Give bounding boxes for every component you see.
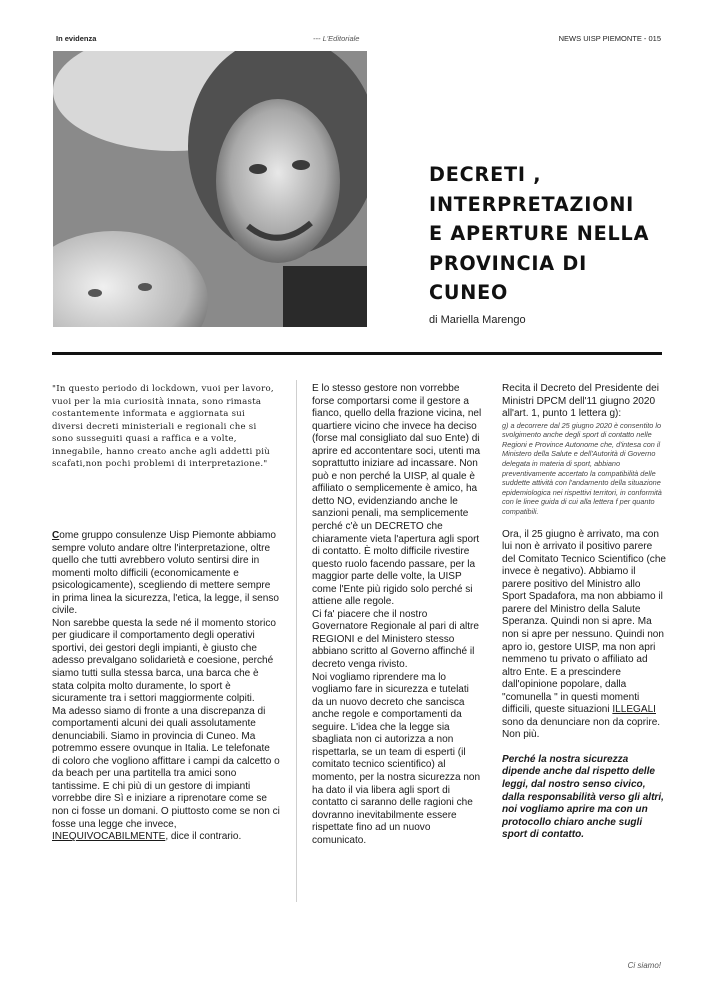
issue-label: NEWS UISP PIEMONTE - 015 xyxy=(558,34,661,43)
paragraph xyxy=(52,530,280,618)
closing-statement: Perché la nostra sicurezza dipende anche dal rispetto delle leggi, dal nostro senso civico, dalla responsabilità verso gli altri, noi vogliamo aprire ma con un protocollo chiaro anche sugli sport di contatto. xyxy=(502,753,664,841)
title-line: INTERPRETAZIONI xyxy=(429,192,635,216)
section-label: In evidenza xyxy=(56,34,97,43)
column-2 xyxy=(312,383,482,847)
title-line: PROVINCIA DI xyxy=(429,251,588,275)
paragraph xyxy=(502,529,666,742)
paragraph-text: Ma adesso siamo di fronte a una discrepanza di comportamenti alcuni dei quali assolutamente denunciabili. Siamo in provincia di Cuneo. Ma potremmo essere ovunque in Italia. Le telefonate di coloro che vogliono affittare i campi da calcetto o da beach per una partitella tra amici sono tantissime. E chi più di un gestore di impianti vorrebbe dire Sì e iniziare a riprenotare come se non ci fosse un domani. O piuttosto come se non ci fosse una legge che invece, xyxy=(52,705,280,830)
paragraph-text: ome gruppo consulenze Uisp Piemonte abbiamo sempre voluto andare oltre l'interpretazione, oltre quello che tutti avrebbero voluto sentirsi dire in momenti molto difficili (economicamente e psicologicamente), scegliendo di mettere sempre in prima linea la sicurezza, l'etica, la legge, il senso civile. xyxy=(52,530,279,617)
paragraph-text: Ora, il 25 giugno è arrivato, ma con lui non è arrivato il positivo parere del Comitato Tecnico Scientifico (che invece è negativo). Abbiamo il parere positivo del Ministro allo Sport Spadafora, ma non abbiamo il parere del Ministro della Salute Speranza. Quindi non si apre. Ma non si apre per nessuno. Quindi non apro io, gestore UISP, ma non apri nemmeno tu privato o affiliato ad altro Ente. E a prescindere dall'opinione popolare, dalla "comunella " in questi momenti difficili, queste situazioni xyxy=(502,528,666,716)
editorial-label: --- L'Editoriale xyxy=(313,34,360,43)
title-line: DECRETI , xyxy=(429,163,542,186)
author-photo xyxy=(53,51,367,327)
paragraph: Noi vogliamo riprendere ma lo vogliamo fare in sicurezza e tutelati da un nuovo decreto che sancisca anche regole e comportamenti da seguire. L'idea che la legge sia sbagliata non ci autorizza a non rispettarla, se un team di esperti (il comitato tecnico scientifico) al momento, per la nostra sicurezza non ha dato il via libera agli sport di contatto ci saranno delle ragioni che dovranno inevitabilmente essere rispettate fino ad un nuovo comunicato. xyxy=(312,671,481,846)
footer-signoff: Ci siamo! xyxy=(627,961,661,970)
column-3 xyxy=(502,383,666,842)
paragraph-text: sono da denunciare non da coprire. Non più. xyxy=(502,716,661,741)
paragraph: Non sarebbe questa la sede né il momento storico per giudicare il comportamento degli operativi sportivi, dei gestori degli impianti, è giusto che adesso prevalgano solidarietà e coesione, perché siamo tutti sulla stessa barca, una barca che è stata colpita molto duramente, lo sport è sicuramente tra i settori maggiormente colpiti. xyxy=(52,617,276,705)
column-1 xyxy=(52,530,280,844)
column-divider xyxy=(296,380,297,902)
paragraph xyxy=(52,706,280,844)
emphasis-text: ILLEGALI xyxy=(612,704,656,716)
title-line: CUNEO xyxy=(429,281,509,304)
emphasis-text: INEQUIVOCABILMENTE xyxy=(52,831,166,843)
article-title xyxy=(429,160,679,308)
title-line: E APERTURE NELLA xyxy=(429,222,650,245)
paragraph: Recita il Decreto del Presidente dei Ministri DPCM dell'11 giugno 2020 all'art. 1, punto 1 lettera g): xyxy=(502,383,659,420)
paragraph: E lo stesso gestore non vorrebbe forse comportarsi come il gestore a fianco, quello della frazione vicina, nel quartiere vicino che invece ha deciso (forse mal consigliato dal suo Ente) di aprire ed accontentare soci, utenti ma soprattutto iniziare ad incassare. Non può e non perché la UISP, al quale è affiliato o semplicemente è amico, ha detto NO, evidenziando anche le sanzioni penali, ma semplicemente perché c'è un DECRETO che chiaramente vieta l'apertura agli sport di contatto. È molto difficile rivestire questo ruolo facendo passare, per la maggior parte delle volte, la UISP come l'Ente più rigido solo perché si attiene alle regole. xyxy=(312,383,482,608)
decree-excerpt: g) a decorrere dal 25 giugno 2020 è consentito lo svolgimento anche degli sport di contatto nelle Regioni e Province Autonome che, d'intesa con il Ministero della Salute e dell'Autorità di Governo delegata in materia di sport, abbiano preventivamente accertato la compatibilità delle suddette attività con l'andamento della situazione epidemiologica nei rispettivi territori, in conformità con le linee guida di cui alla lettera f per quanto compatibili. xyxy=(502,420,662,516)
paragraph: Ci fa' piacere che il nostro Governatore Regionale al pari di altre REGIONI e del Ministero stesso abbiano scritto al Governo affinché il decreto venga rivisto. xyxy=(312,608,479,671)
pull-quote: "In questo periodo di lockdown, vuoi per lavoro, vuoi per la mia curiosità innata, sono rimasta costantemente informata e aggiornata sui diversi decreti ministeriali e regionali che si sono susseguiti quasi a raffica e a volte, innegabile, hanno creato anche agli addetti più scafati,non pochi problemi di interpretazione." xyxy=(52,384,274,469)
header-divider xyxy=(52,352,662,355)
drop-cap: C xyxy=(52,530,60,541)
byline: di Mariella Marengo xyxy=(429,314,526,326)
paragraph-text: , dice il contrario. xyxy=(165,831,242,843)
